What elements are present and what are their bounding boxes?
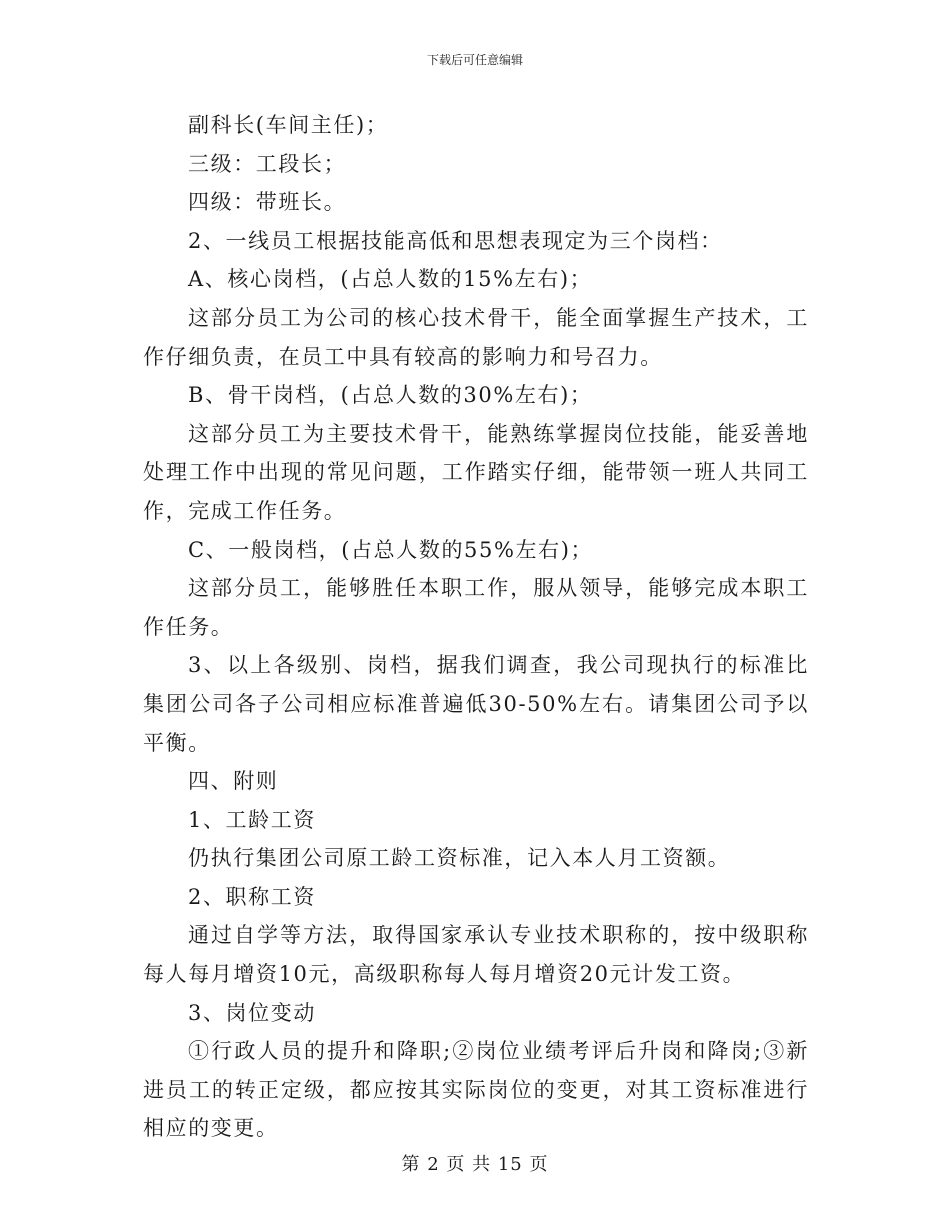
paragraph: 这部分员工为主要技术骨干，能熟练掌握岗位技能，能妥善地处理工作中出现的常见问题，工作踏实仔细，能带领一班人共同工作，完成工作任务。 bbox=[143, 421, 809, 523]
page-header: 下载后可任意编辑 bbox=[426, 53, 523, 67]
page-number: 第 2 页 共 15 页 bbox=[401, 1154, 549, 1175]
paragraph: ①行政人员的提升和降职;②岗位业绩考评后升岗和降岗;③新进员工的转正定级，都应按其实际岗位的变更，对其工资标准进行相应的变更。 bbox=[143, 1039, 809, 1141]
paragraph: 四级：带班长。 bbox=[188, 190, 347, 215]
paragraph: 3、以上各级别、岗档，据我们调查，我公司现执行的标准比集团公司各子公司相应标准普遍低30-50%左右。请集团公司予以平衡。 bbox=[143, 653, 809, 755]
subsection-heading: 1、工龄工资 bbox=[188, 807, 316, 832]
subsection-heading: 3、岗位变动 bbox=[188, 1000, 316, 1025]
section-heading: 四、附则 bbox=[188, 769, 279, 794]
paragraph: 这部分员工为公司的核心技术骨干，能全面掌握生产技术，工作仔细负责，在员工中具有较高的影响力和号召力。 bbox=[143, 305, 809, 369]
subsection-heading: 2、职称工资 bbox=[188, 884, 316, 909]
document-body bbox=[143, 106, 809, 1148]
paragraph: 通过自学等方法，取得国家承认专业技术职称的，按中级职称每人每月增资10元，高级职称每人每月增资20元计发工资。 bbox=[143, 923, 809, 987]
paragraph: 这部分员工，能够胜任本职工作，服从领导，能够完成本职工作任务。 bbox=[143, 576, 809, 639]
paragraph: C、一般岗档，(占总人数的55%左右)； bbox=[188, 537, 594, 562]
paragraph: 副科长(车间主任)； bbox=[188, 113, 389, 137]
paragraph: 三级：工段长； bbox=[188, 151, 347, 176]
paragraph: B、骨干岗档，(占总人数的30%左右)； bbox=[188, 383, 593, 408]
paragraph: 2、一线员工根据技能高低和思想表现定为三个岗档： bbox=[188, 228, 723, 253]
paragraph: A、核心岗档，(占总人数的15%左右)； bbox=[188, 267, 593, 292]
paragraph: 仍执行集团公司原工龄工资标准，记入本人月工资额。 bbox=[188, 846, 731, 871]
